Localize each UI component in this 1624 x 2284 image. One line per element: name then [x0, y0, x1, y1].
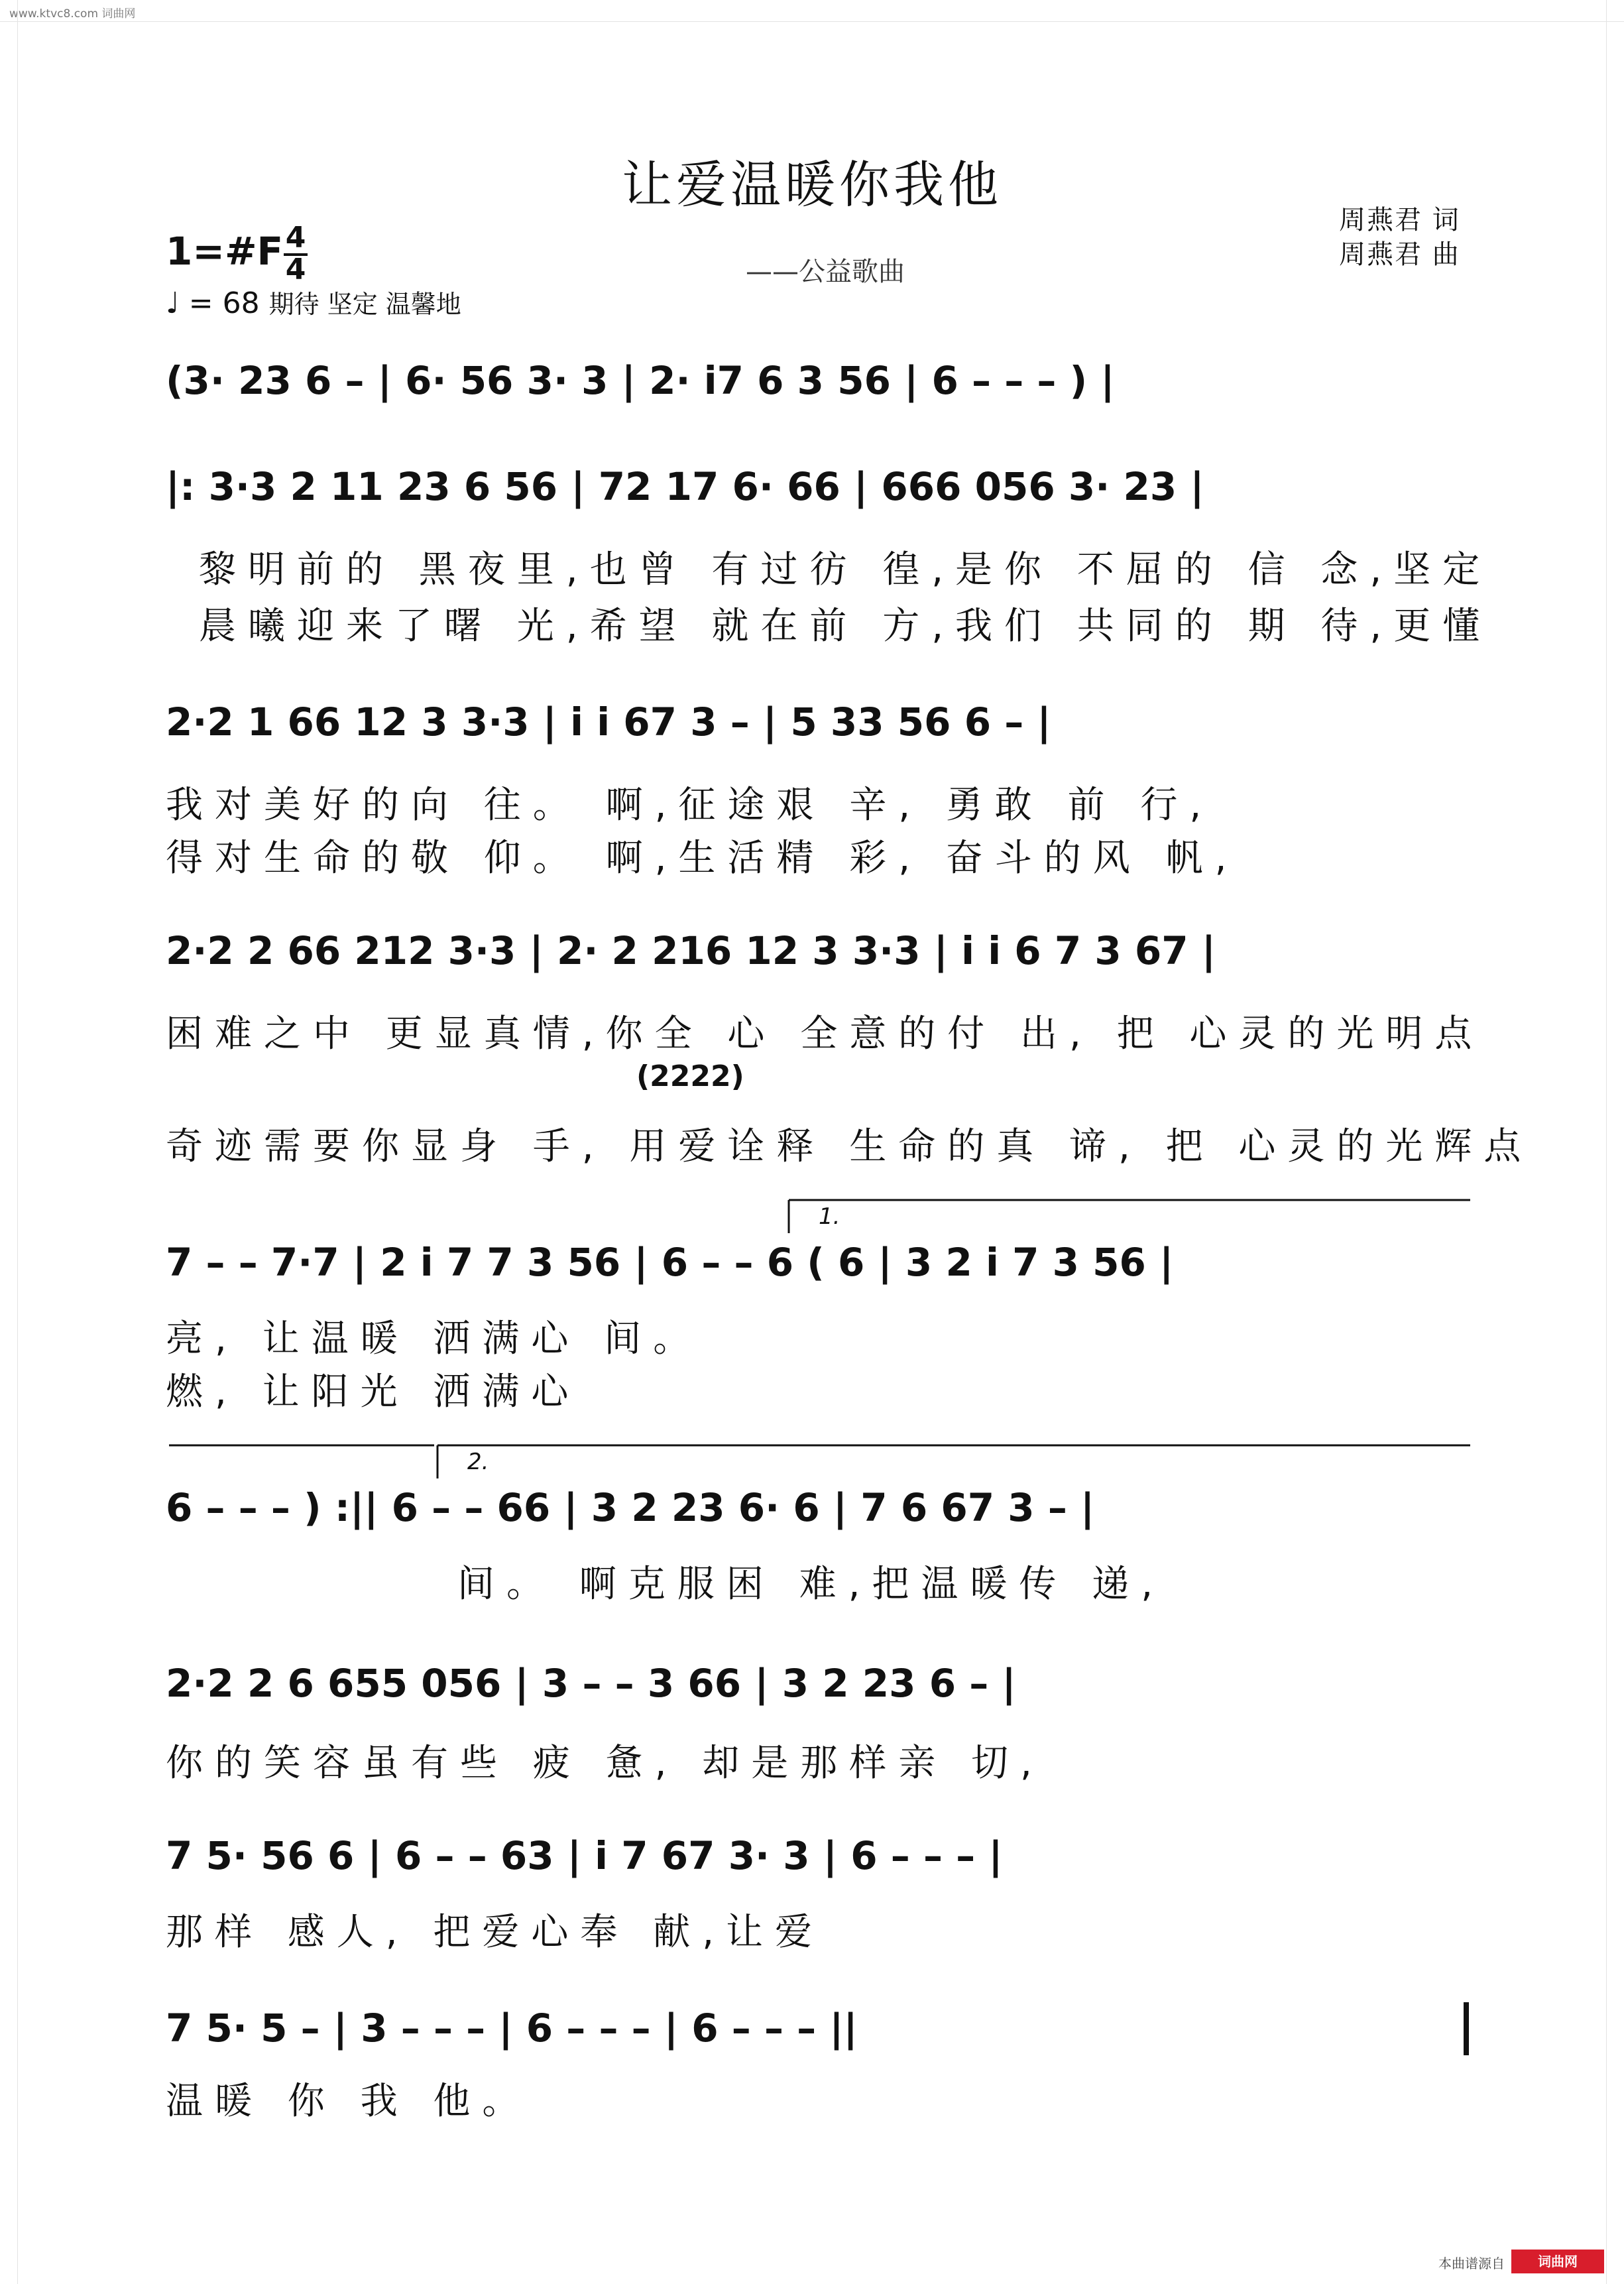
quarter-note-icon: ♩ [166, 286, 180, 320]
notes-line: (3· 23 6 – | 6· 56 3· 3 | 2· i7 6 3 56 | 6 – – – ) | [166, 358, 1115, 403]
tempo-value: = 68 [188, 286, 260, 320]
lyric-line: 黎明前的 黑夜里,也曾 有过彷 徨,是你 不屈的 信 念,坚定 [199, 548, 1492, 591]
notes-line: 7 – – 7·7 | 2 i 7 7 3 56 | 6 – – 6 ( 6 | 3 2 i 7 3 56 | [166, 1240, 1174, 1285]
first-ending-mark: 1. [819, 1203, 841, 1230]
lyric-line: 燃, 让阳光 洒满心 [166, 1370, 581, 1413]
alternate-notes: (2222) [636, 1059, 744, 1093]
second-ending-mark: 2. [467, 1449, 489, 1475]
lyric-line: 奇迹需要你显身 手, 用爱诠释 生命的真 谛, 把 心灵的光辉点 [166, 1125, 1533, 1168]
notes-line: 2·2 1 66 12 3 3·3 | i i 67 3 – | 5 33 56 6 – | [166, 699, 1051, 745]
site-label: www.ktvc8.com 词曲网 [9, 7, 136, 21]
tempo-expression: 期待 坚定 温馨地 [268, 290, 461, 319]
composer-credit: 周燕君 曲 [1339, 239, 1460, 270]
lyric-line: 温暖 你 我 他。 [166, 2080, 532, 2123]
lyric-line: 困难之中 更显真情,你全 心 全意的付 出, 把 心灵的光明点 [166, 1012, 1484, 1055]
song-subtitle: ——公益歌曲 [746, 257, 905, 287]
song-title: 让爱温暖你我他 [622, 155, 1002, 214]
lyric-line: 得对生命的敬 仰。 啊,生活精 彩, 奋斗的风 帆, [166, 837, 1239, 880]
key-signature: 1=#F [166, 229, 284, 274]
lyric-line: 我对美好的向 往。 啊,征途艰 辛, 勇敢 前 行, [166, 784, 1214, 827]
lyric-line: 亮, 让温暖 洒满心 间。 [166, 1317, 703, 1360]
notes-line: |: 3·3 2 11 23 6 56 | 72 17 6· 66 | 666 056 3· 23 | [166, 464, 1204, 509]
lyric-line: 你的笑容虽有些 疲 惫, 却是那样亲 切, [166, 1742, 1044, 1785]
lyric-line: 间。 啊克服困 难,把温暖传 递, [457, 1563, 1165, 1606]
footer-logo: 词曲网 [1511, 2250, 1604, 2273]
notes-line: 7 5· 56 6 | 6 – – 63 | i 7 67 3· 3 | 6 – – – | [166, 1833, 1003, 1878]
notes-line: 2·2 2 6 655 056 | 3 – – 3 66 | 3 2 23 6 – | [166, 1661, 1016, 1706]
notes-line: 7 5· 5 – | 3 – – – | 6 – – – | 6 – – – || [166, 2006, 858, 2051]
lyric-line: 晨曦迎来了曙 光,希望 就在前 方,我们 共同的 期 待,更懂 [199, 605, 1492, 648]
lyricist-credit: 周燕君 词 [1339, 205, 1460, 235]
time-signature-top: 4 [285, 221, 306, 255]
lyric-line: 那样 感人, 把爱心奉 献,让爱 [166, 1911, 825, 1954]
notes-line: 6 – – – ) :|| 6 – – 66 | 3 2 23 6· 6 | 7 6 67 3 – | [166, 1485, 1095, 1530]
notes-line: 2·2 2 66 212 3·3 | 2· 2 216 12 3 3·3 | i i 6 7 3 67 | [166, 928, 1216, 973]
time-signature-bottom: 4 [285, 253, 306, 286]
footer-source: 本曲谱源自 [1438, 2255, 1505, 2271]
